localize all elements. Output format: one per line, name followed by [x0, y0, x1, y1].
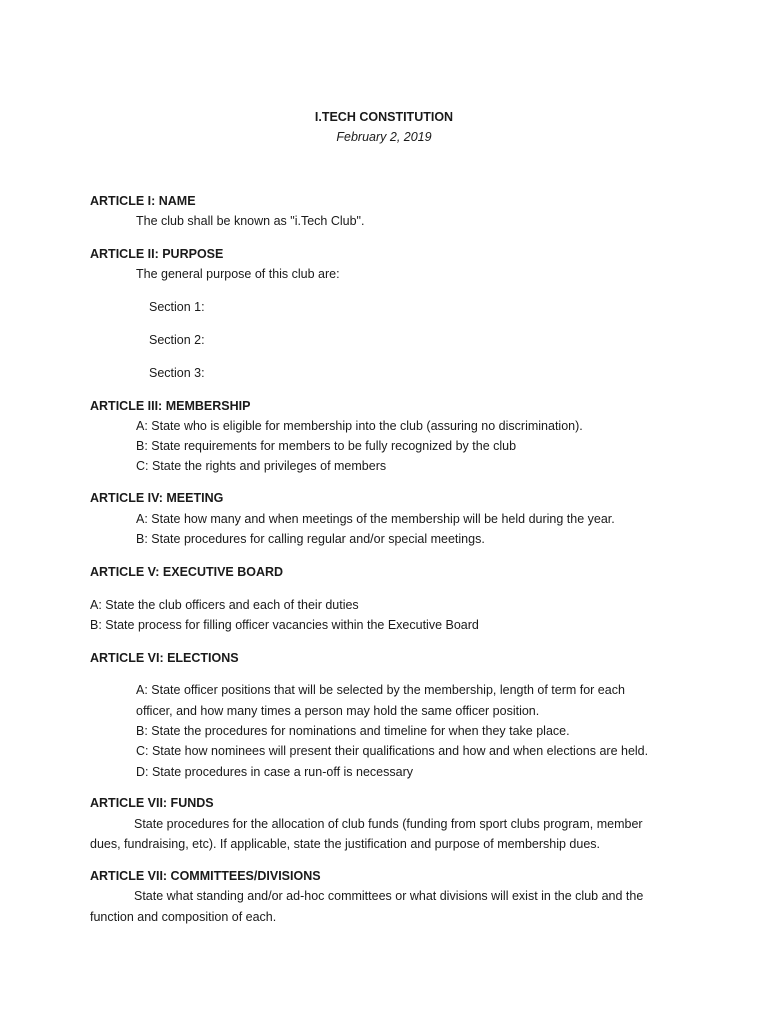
article-heading: ARTICLE VII: FUNDS — [90, 796, 214, 810]
body-line: The general purpose of this club are: — [136, 267, 340, 281]
body-line: The club shall be known as "i.Tech Club". — [136, 214, 365, 228]
body-line: B: State process for filling officer vacancies within the Executive Board — [90, 618, 479, 632]
body-line: dues, fundraising, etc). If applicable, state the justification and purpose of membership dues. — [90, 837, 601, 851]
article-heading: ARTICLE III: MEMBERSHIP — [90, 399, 251, 413]
body-line: State procedures for the allocation of club funds (funding from sport clubs program, member — [134, 817, 643, 831]
body-line: D: State procedures in case a run-off is necessary — [136, 765, 413, 779]
body-line: A: State officer positions that will be selected by the membership, length of term for each — [136, 683, 625, 697]
body-line: A: State how many and when meetings of the membership will be held during the year. — [136, 512, 615, 526]
body-line: A: State the club officers and each of their duties — [90, 598, 359, 612]
body-line: function and composition of each. — [90, 910, 277, 924]
body-line: Section 3: — [149, 366, 205, 380]
article-heading: ARTICLE IV: MEETING — [90, 491, 224, 505]
body-line: B: State the procedures for nominations and timeline for when they take place. — [136, 724, 570, 738]
article-heading: ARTICLE V: EXECUTIVE BOARD — [90, 565, 284, 579]
article-heading: ARTICLE II: PURPOSE — [90, 247, 224, 261]
body-line: C: State how nominees will present their qualifications and how and when elections are held. — [136, 744, 649, 758]
body-line: A: State who is eligible for membership into the club (assuring no discrimination). — [136, 419, 583, 433]
document-title: I.TECH CONSTITUTION — [314, 110, 454, 124]
body-line: State what standing and/or ad-hoc committees or what divisions will exist in the club and the — [134, 889, 644, 903]
body-line: C: State the rights and privileges of members — [136, 459, 387, 473]
body-line: officer, and how many times a person may hold the same officer position. — [136, 704, 540, 718]
article-heading: ARTICLE VI: ELECTIONS — [90, 651, 239, 665]
body-line: Section 2: — [149, 333, 205, 347]
body-line: B: State procedures for calling regular and/or special meetings. — [136, 532, 485, 546]
article-heading: ARTICLE I: NAME — [90, 194, 196, 208]
article-heading: ARTICLE VII: COMMITTEES/DIVISIONS — [90, 869, 321, 883]
document-date: February 2, 2019 — [336, 130, 432, 144]
body-line: Section 1: — [149, 300, 205, 314]
body-line: B: State requirements for members to be fully recognized by the club — [136, 439, 517, 453]
